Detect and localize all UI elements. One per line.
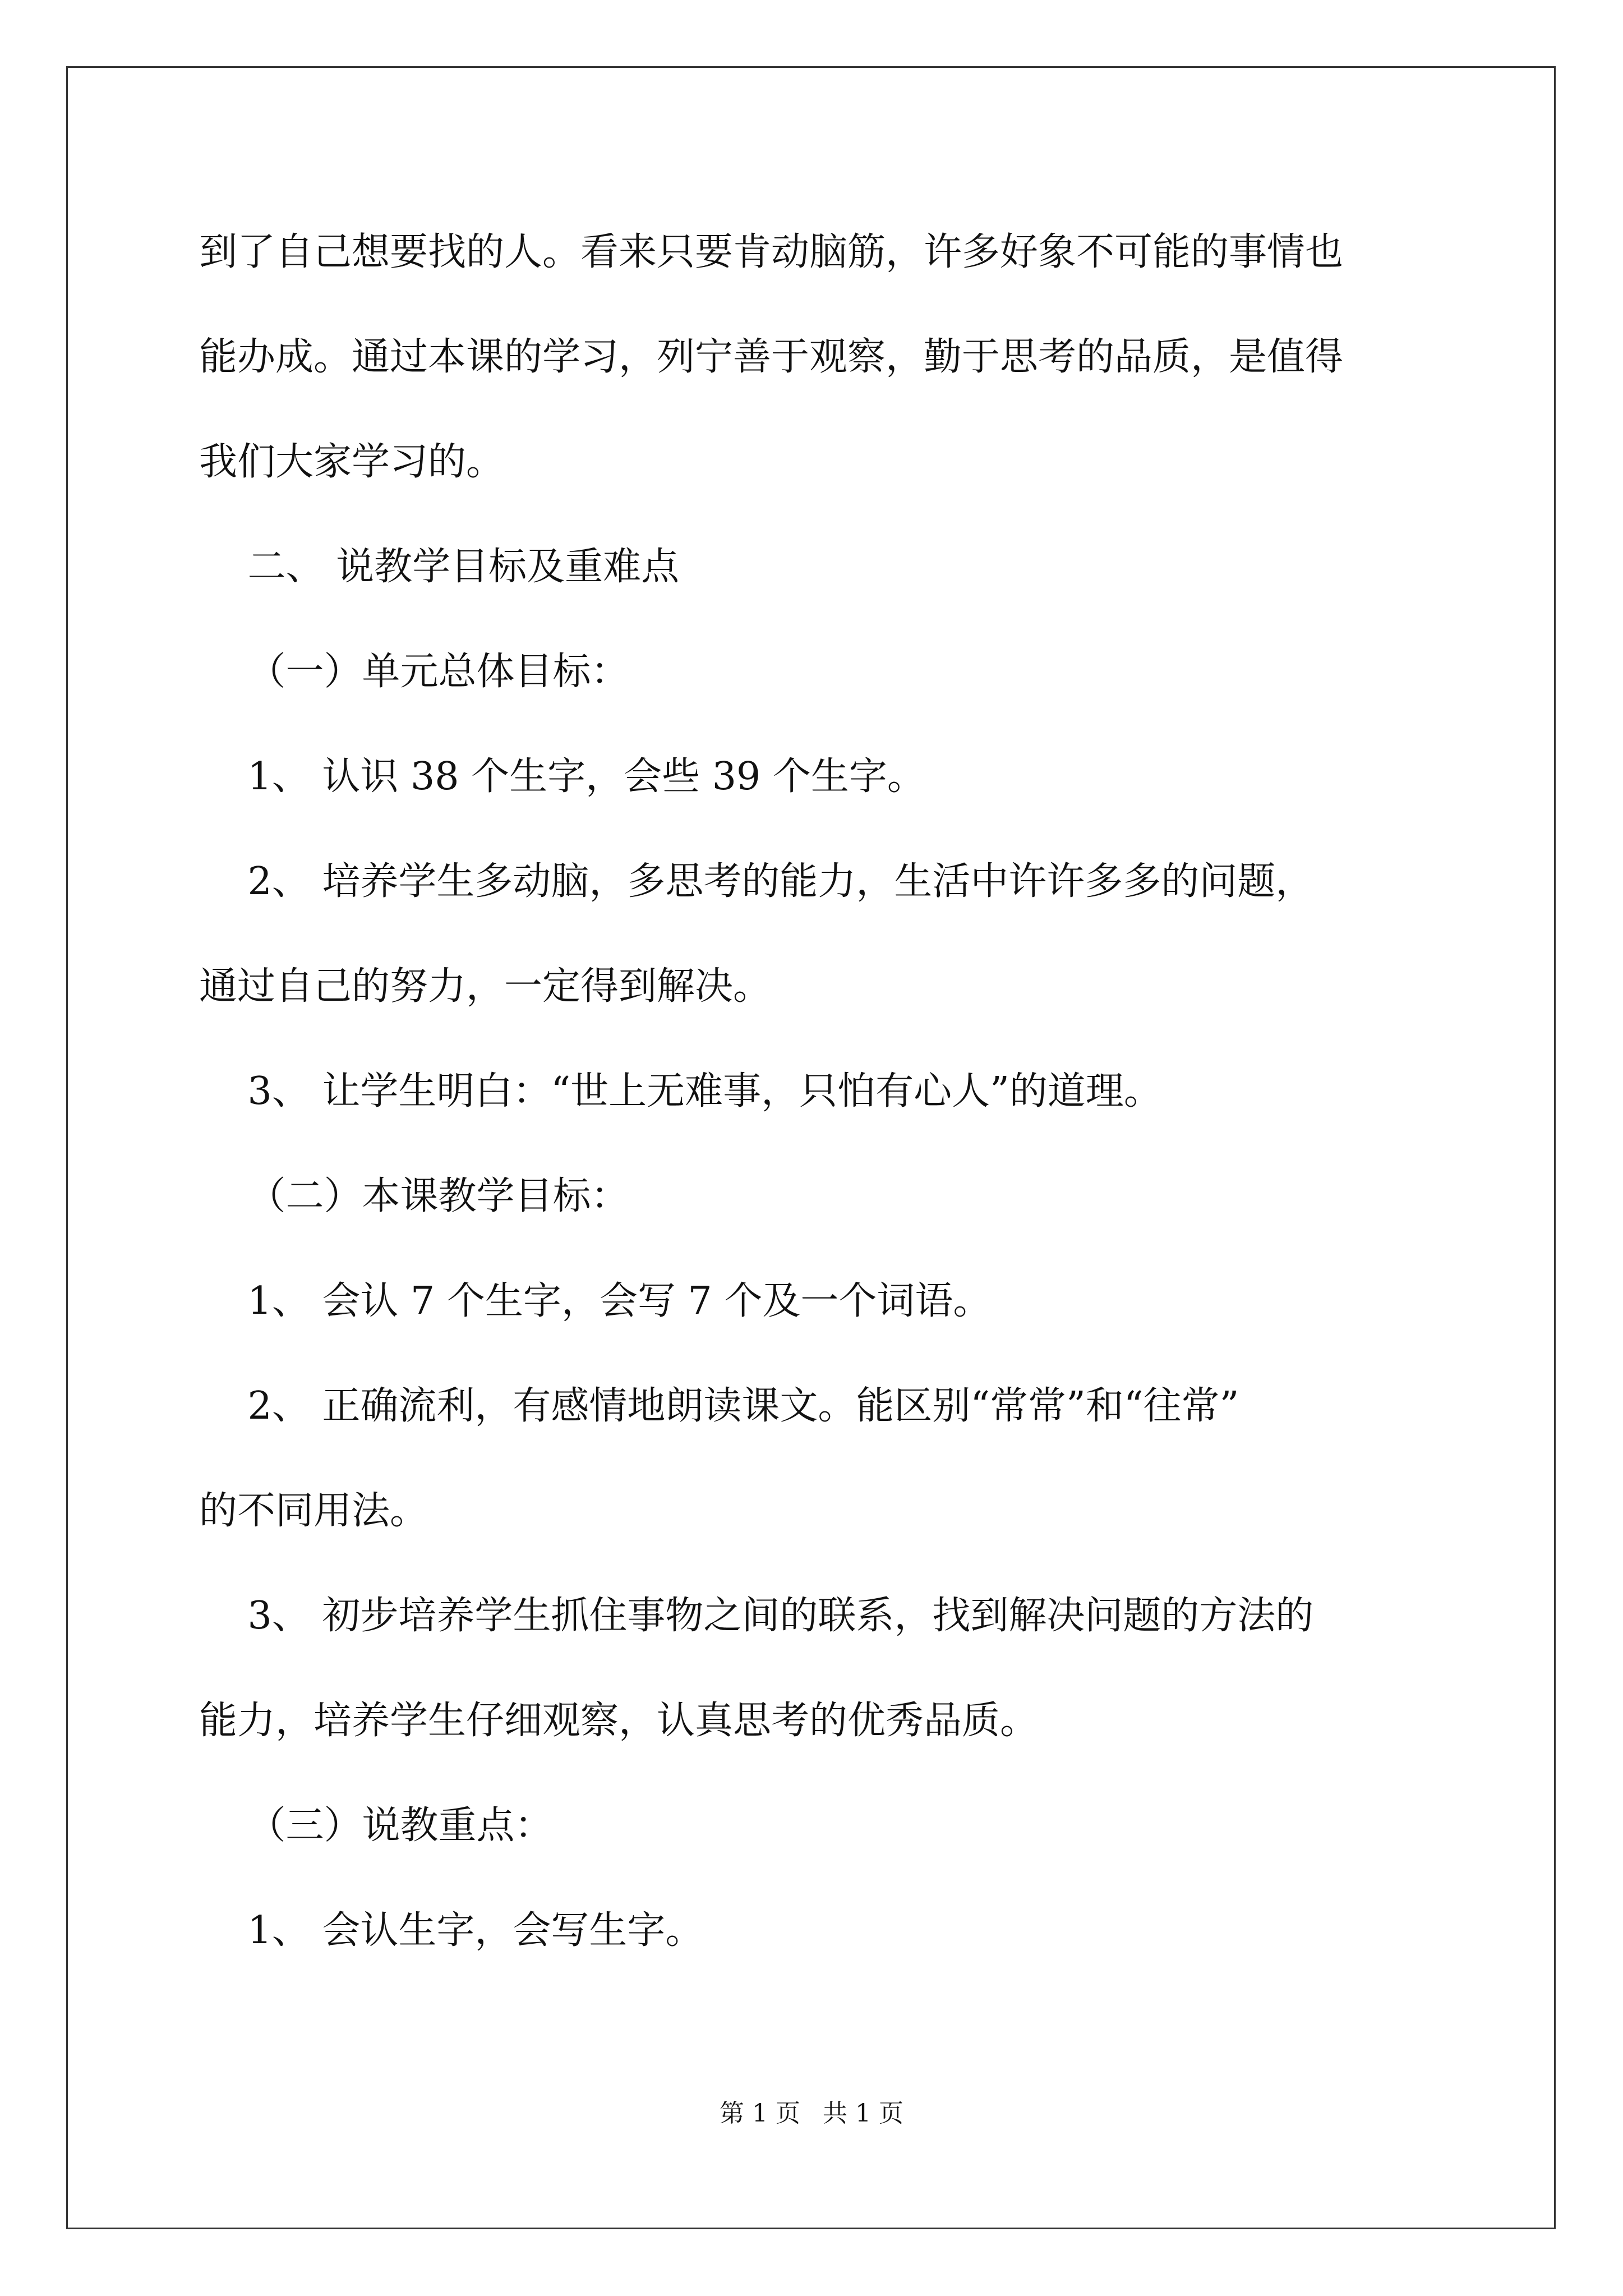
list-item: 2、 正确流利，有感情地朗读课文。能区别“常常”和“往常” (199, 1384, 1239, 1428)
text-line: 能力，培养学生仔细观察，认真思考的优秀品质。 (199, 1699, 1039, 1743)
text-line: 我们大家学习的。 (199, 440, 505, 484)
section-heading: 二、 说教学目标及重难点 (199, 545, 680, 589)
text-line: 能办成。通过本课的学习，列宁善于观察，勤于思考的品质，是值得 (199, 335, 1344, 379)
list-item: 1、 会认 7 个生字，会写 7 个及一个词语。 (199, 1279, 992, 1323)
list-item: 3、 让学生明白：“世上无难事，只怕有心人”的道理。 (199, 1069, 1162, 1114)
list-item: 1、 会认生字，会写生字。 (199, 1908, 704, 1953)
list-item: 2、 培养学生多动脑，多思考的能力，生活中许许多多的问题， (199, 859, 1314, 904)
page-footer (0, 2098, 1623, 2129)
text-line: 到了自己想要找的人。看来只要肯动脑筋，许多好象不可能的事情也 (199, 230, 1344, 274)
list-item: 1、 认识 38 个生字，会些 39 个生字。 (199, 754, 925, 799)
subsection-heading: （一）单元总体目标： (199, 650, 629, 694)
text-line: 通过自己的努力，一定得到解决。 (199, 964, 772, 1009)
page-border (66, 66, 1556, 2229)
list-item: 3、 初步培养学生抓住事物之间的联系，找到解决问题的方法的 (199, 1594, 1314, 1638)
page-total: 共 1 页 (823, 2099, 903, 2128)
text-line: 的不同用法。 (199, 1489, 428, 1533)
subsection-heading: （二）本课教学目标： (199, 1174, 629, 1218)
subsection-heading: （三）说教重点： (199, 1803, 553, 1848)
page-number: 第 1 页 (720, 2099, 800, 2128)
